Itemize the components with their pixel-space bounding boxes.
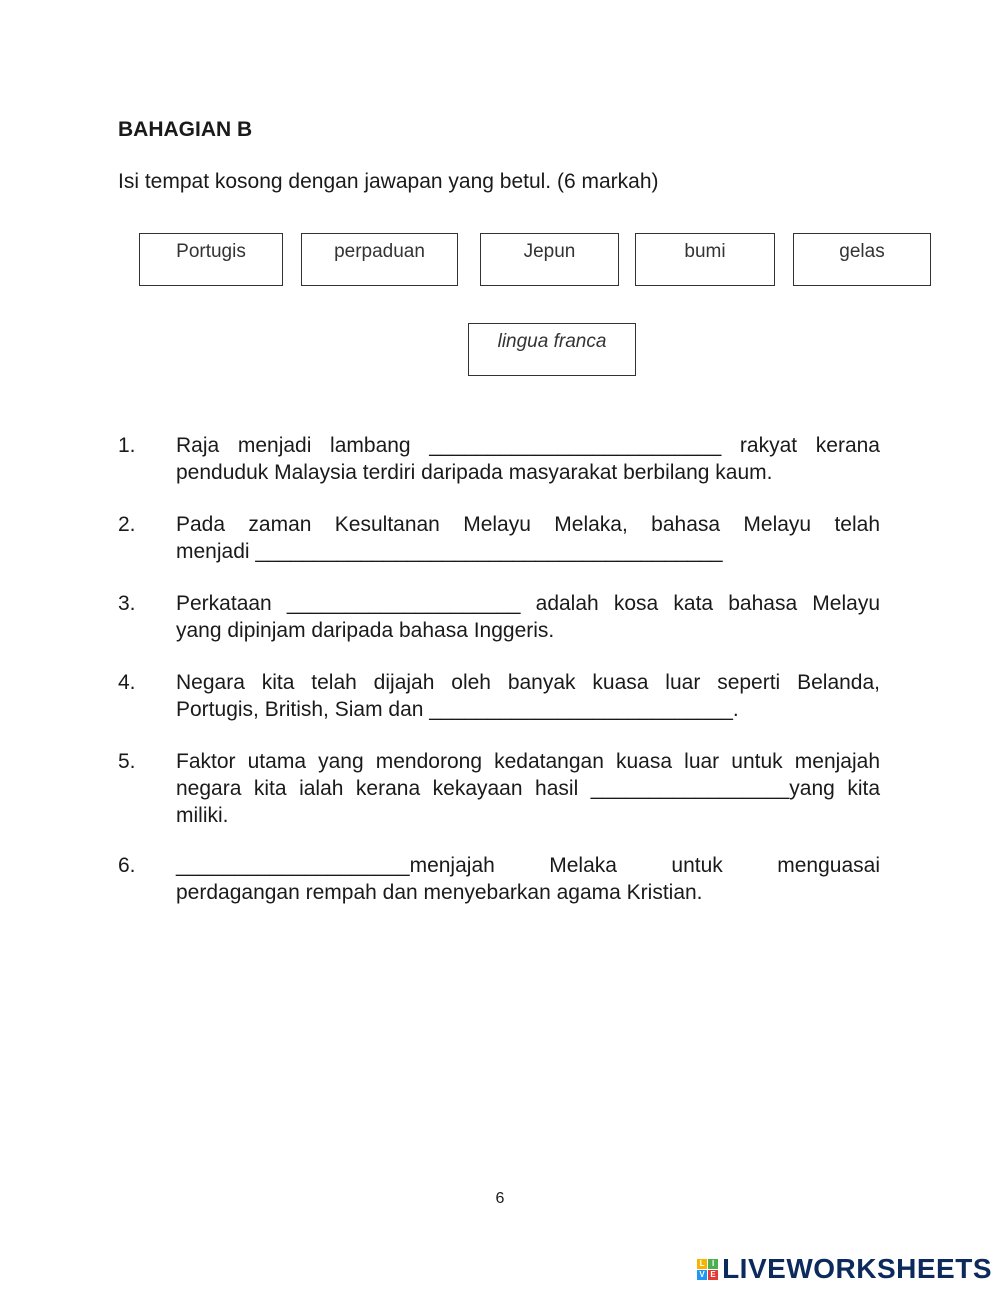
liveworksheets-brand: [697, 1253, 992, 1285]
question-3: [118, 590, 880, 644]
question-number: 6.: [118, 854, 136, 877]
word-label: lingua franca: [497, 331, 607, 352]
word-label: Jepun: [523, 241, 576, 262]
question-6: [118, 852, 880, 906]
question-number: 2.: [118, 513, 136, 536]
brand-name: LIVEWORKSHEETS: [722, 1253, 992, 1284]
word-box-gelas[interactable]: [793, 233, 931, 286]
question-line: Pada zaman Kesultanan Melayu Melaka, bahasa Melayu telah: [176, 513, 880, 536]
word-box-jepun[interactable]: [480, 233, 619, 286]
question-line[interactable]: Perkataan ____________________ adalah kosa kata bahasa Melayu: [176, 592, 880, 615]
word-box-portugis[interactable]: [139, 233, 283, 286]
question-line[interactable]: Portugis, British, Siam dan __________________________.: [176, 698, 739, 721]
logo-letter: L: [697, 1259, 707, 1269]
section-title: BAHAGIAN B: [118, 118, 253, 141]
question-1: [118, 432, 880, 486]
question-line[interactable]: ____________________menjajah Melaka untuk menguasai: [176, 854, 880, 877]
liveworksheets-logo-icon: [697, 1259, 718, 1280]
word-box-bumi[interactable]: [635, 233, 775, 286]
question-line: Negara kita telah dijajah oleh banyak kuasa luar seperti Belanda,: [176, 671, 880, 694]
word-box-lingua-franca[interactable]: [468, 323, 636, 376]
question-line[interactable]: menjadi ________________________________________: [176, 540, 723, 563]
question-number: 5.: [118, 750, 136, 773]
question-number: 4.: [118, 671, 136, 694]
question-line[interactable]: Raja menjadi lambang _________________________ rakyat kerana: [176, 434, 880, 457]
question-line: yang dipinjam daripada bahasa Inggeris.: [176, 619, 555, 642]
question-2: [118, 511, 880, 565]
logo-letter: V: [697, 1270, 707, 1280]
question-4: [118, 669, 880, 723]
word-label: Portugis: [176, 241, 246, 262]
page-number: 6: [495, 1190, 505, 1207]
question-line: perdagangan rempah dan menyebarkan agama Kristian.: [176, 881, 703, 904]
question-number: 3.: [118, 592, 136, 615]
question-line: miliki.: [176, 804, 229, 827]
instruction-text: Isi tempat kosong dengan jawapan yang betul. (6 markah): [118, 170, 659, 193]
question-number: 1.: [118, 434, 136, 457]
word-label: bumi: [684, 241, 726, 262]
question-line: Faktor utama yang mendorong kedatangan kuasa luar untuk menjajah: [176, 750, 880, 773]
word-label: perpaduan: [334, 241, 425, 262]
question-5: [118, 748, 880, 829]
question-line: penduduk Malaysia terdiri daripada masyarakat berbilang kaum.: [176, 461, 773, 484]
question-line[interactable]: negara kita ialah kerana kekayaan hasil _________________yang kita: [176, 777, 880, 800]
logo-letter: I: [708, 1259, 718, 1269]
logo-letter: E: [708, 1270, 718, 1280]
word-label: gelas: [839, 241, 885, 262]
word-box-perpaduan[interactable]: [301, 233, 458, 286]
